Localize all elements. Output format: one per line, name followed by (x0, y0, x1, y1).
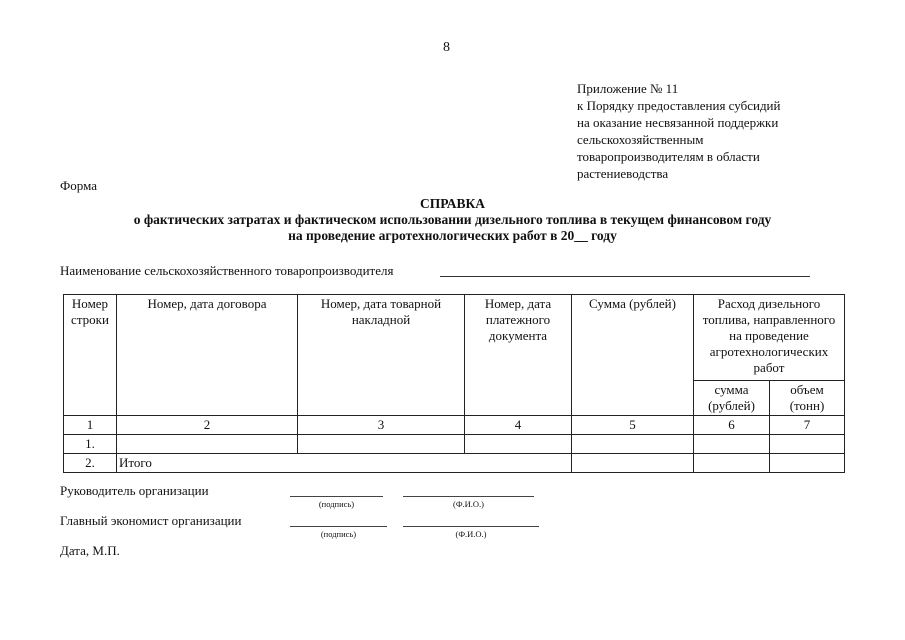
name-caption: (Ф.И.О.) (452, 499, 485, 509)
row-number-cell: 2. (64, 454, 117, 473)
document-title (0, 196, 905, 244)
appendix-line: на оказание несвязанной поддержки (577, 115, 779, 130)
table-cell[interactable] (465, 435, 572, 454)
column-number: 1 (64, 416, 117, 435)
header-payment: Номер, дата платежного документа (465, 295, 572, 416)
row-number-cell: 1. (64, 435, 117, 454)
header-invoice: Номер, дата товарной накладной (298, 295, 465, 416)
head-name-line[interactable] (403, 496, 534, 497)
table-cell[interactable] (117, 435, 298, 454)
table-cell[interactable] (694, 454, 770, 473)
appendix-line: Приложение № 11 (577, 81, 679, 96)
column-numbers-row (64, 416, 845, 435)
appendix-block (577, 80, 837, 182)
header-fuel: Расход дизельного топлива, направленного на проведение агротехнологических работ (694, 295, 845, 381)
table-cell[interactable] (770, 454, 845, 473)
form-label: Форма (60, 178, 97, 193)
appendix-line: товаропроизводителям в области (577, 149, 760, 164)
economist-name-line[interactable] (403, 526, 539, 527)
table-cell[interactable] (298, 435, 465, 454)
sign-caption: (подпись) (320, 529, 357, 539)
column-number: 4 (465, 416, 572, 435)
table-cell[interactable] (572, 435, 694, 454)
total-label-cell: Итого (117, 454, 572, 473)
header-contract: Номер, дата договора (117, 295, 298, 416)
header-fuel-volume: объем (тонн) (770, 381, 845, 416)
appendix-line: сельскохозяйственным (577, 132, 704, 147)
column-number: 7 (770, 416, 845, 435)
report-table (63, 294, 845, 473)
column-number: 3 (298, 416, 465, 435)
header-fuel-sum: сумма (рублей) (694, 381, 770, 416)
table-cell[interactable] (572, 454, 694, 473)
column-number: 5 (572, 416, 694, 435)
title-main: СПРАВКА (419, 196, 486, 211)
producer-label: Наименование сельскохозяйственного товаропроизводителя (60, 263, 394, 278)
page-number: 8 (443, 40, 450, 55)
table-cell[interactable] (694, 435, 770, 454)
sign-caption: (подпись) (318, 499, 355, 509)
producer-name-field[interactable] (440, 276, 810, 277)
header-amount: Сумма (рублей) (572, 295, 694, 416)
column-number: 2 (117, 416, 298, 435)
name-caption: (Ф.И.О.) (455, 529, 487, 539)
table-row (64, 435, 845, 454)
head-signature-line[interactable] (290, 496, 383, 497)
head-signature-label: Руководитель организации (60, 483, 209, 498)
table-row-total (64, 454, 845, 473)
date-stamp-label: Дата, М.П. (60, 543, 120, 558)
appendix-line: растениеводства (577, 166, 669, 181)
column-number: 6 (694, 416, 770, 435)
economist-signature-label: Главный экономист организации (60, 513, 242, 528)
header-row-number: Номер строки (64, 295, 117, 416)
economist-signature-line[interactable] (290, 526, 387, 527)
title-line-3: на проведение агротехнологических работ в 20__ году (288, 228, 617, 243)
table-cell[interactable] (770, 435, 845, 454)
title-line-2: о фактических затратах и фактическом использовании дизельного топлива в текущем финансовом году (133, 212, 772, 227)
appendix-line: к Порядку предоставления субсидий (577, 98, 781, 113)
